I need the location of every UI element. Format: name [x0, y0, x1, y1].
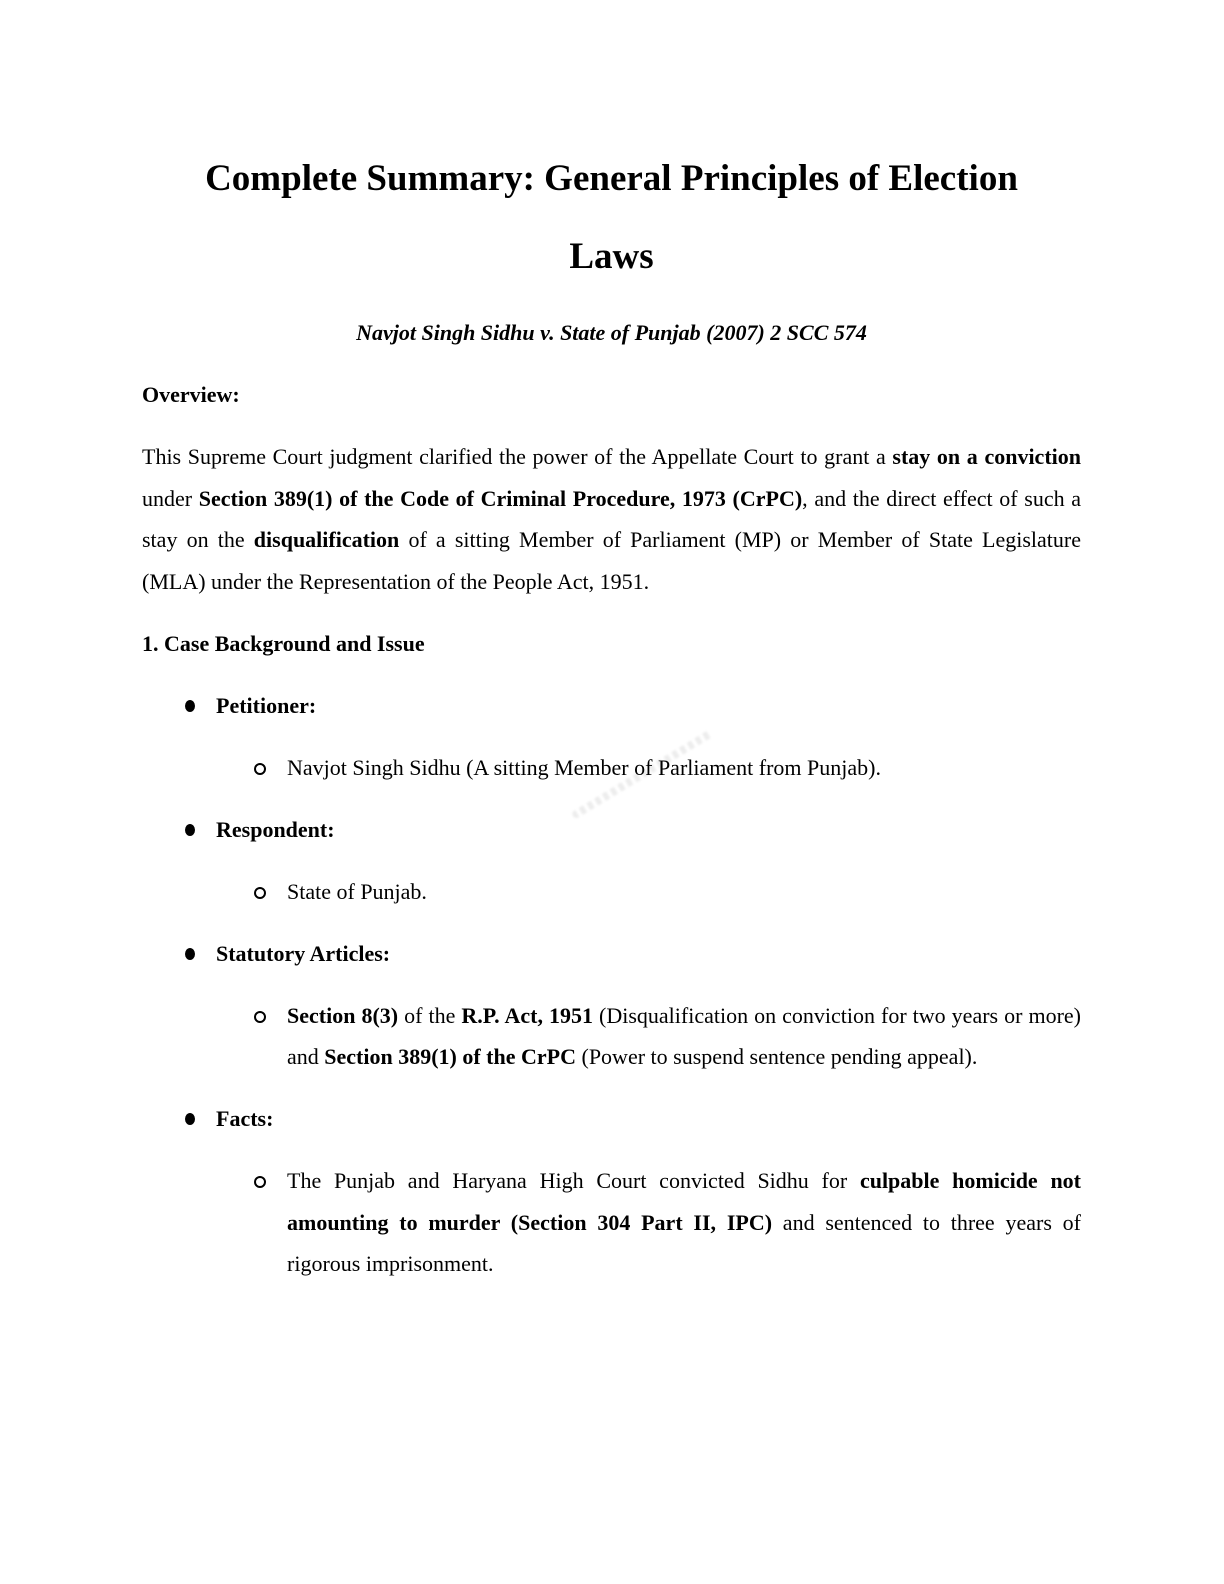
list-item-label: Petitioner: — [216, 692, 317, 718]
overview-paragraph: This Supreme Court judgment clarified the power of the Appellate Court to grant a stay on a conviction under Section 389(1) of the Code of Criminal Procedure, 1973 (CrPC), and the direct effect of such a stay on the disqualification of a sitting Member of Parliament (MP) or Member of State Legislature (MLA) under the Representation of the People Act, 1951. — [142, 444, 1082, 594]
list-item-facts — [142, 1098, 1081, 1140]
bullet-circle-icon — [254, 763, 266, 775]
title-line-1: Complete Summary: General Principles of Election — [205, 158, 1018, 199]
bullet-dot-icon — [185, 700, 195, 712]
list-subitem-facts-detail — [142, 1160, 1081, 1285]
list-item-label: Statutory Articles: — [216, 940, 391, 966]
list-subitem-text: Section 8(3) of the R.P. Act, 1951 (Disqualification on conviction for two years or more) and Section 389(1) of the CrPC (Power to suspend sentence pending appeal). — [287, 1002, 1081, 1069]
list-subitem-petitioner-detail — [142, 747, 1081, 789]
list-item-label: Respondent: — [216, 816, 335, 842]
bullet-circle-icon — [254, 887, 266, 899]
list-subitem-text: State of Punjab. — [287, 878, 427, 904]
bullet-dot-icon — [185, 824, 195, 836]
title-line-2: Laws — [569, 236, 654, 277]
list-subitem-statutory-articles-detail — [142, 995, 1081, 1078]
list-item-statutory-articles — [142, 933, 1081, 975]
overview-heading: Overview: — [142, 382, 240, 407]
list-subitem-text: Navjot Singh Sidhu (A sitting Member of Parliament from Punjab). — [287, 754, 881, 780]
list-subitem-respondent-detail — [142, 871, 1081, 913]
page-title — [142, 0, 1081, 296]
list-item-label: Facts: — [216, 1106, 274, 1131]
list-item-respondent — [142, 809, 1081, 851]
bullet-dot-icon — [185, 1113, 195, 1125]
bullet-circle-icon — [254, 1011, 266, 1023]
case-citation: Navjot Singh Sidhu v. State of Punjab (2007) 2 SCC 574 — [356, 320, 867, 345]
list-subitem-text: The Punjab and Haryana High Court convicted Sidhu for culpable homicide not amounting to murder (Section 304 Part II, IPC) and sentenced to three years of rigorous imprisonment. — [287, 1168, 1082, 1276]
bullet-circle-icon — [254, 1176, 266, 1188]
bullet-dot-icon — [185, 948, 195, 960]
list-item-petitioner — [142, 685, 1081, 727]
section-1-heading: 1. Case Background and Issue — [142, 630, 425, 656]
